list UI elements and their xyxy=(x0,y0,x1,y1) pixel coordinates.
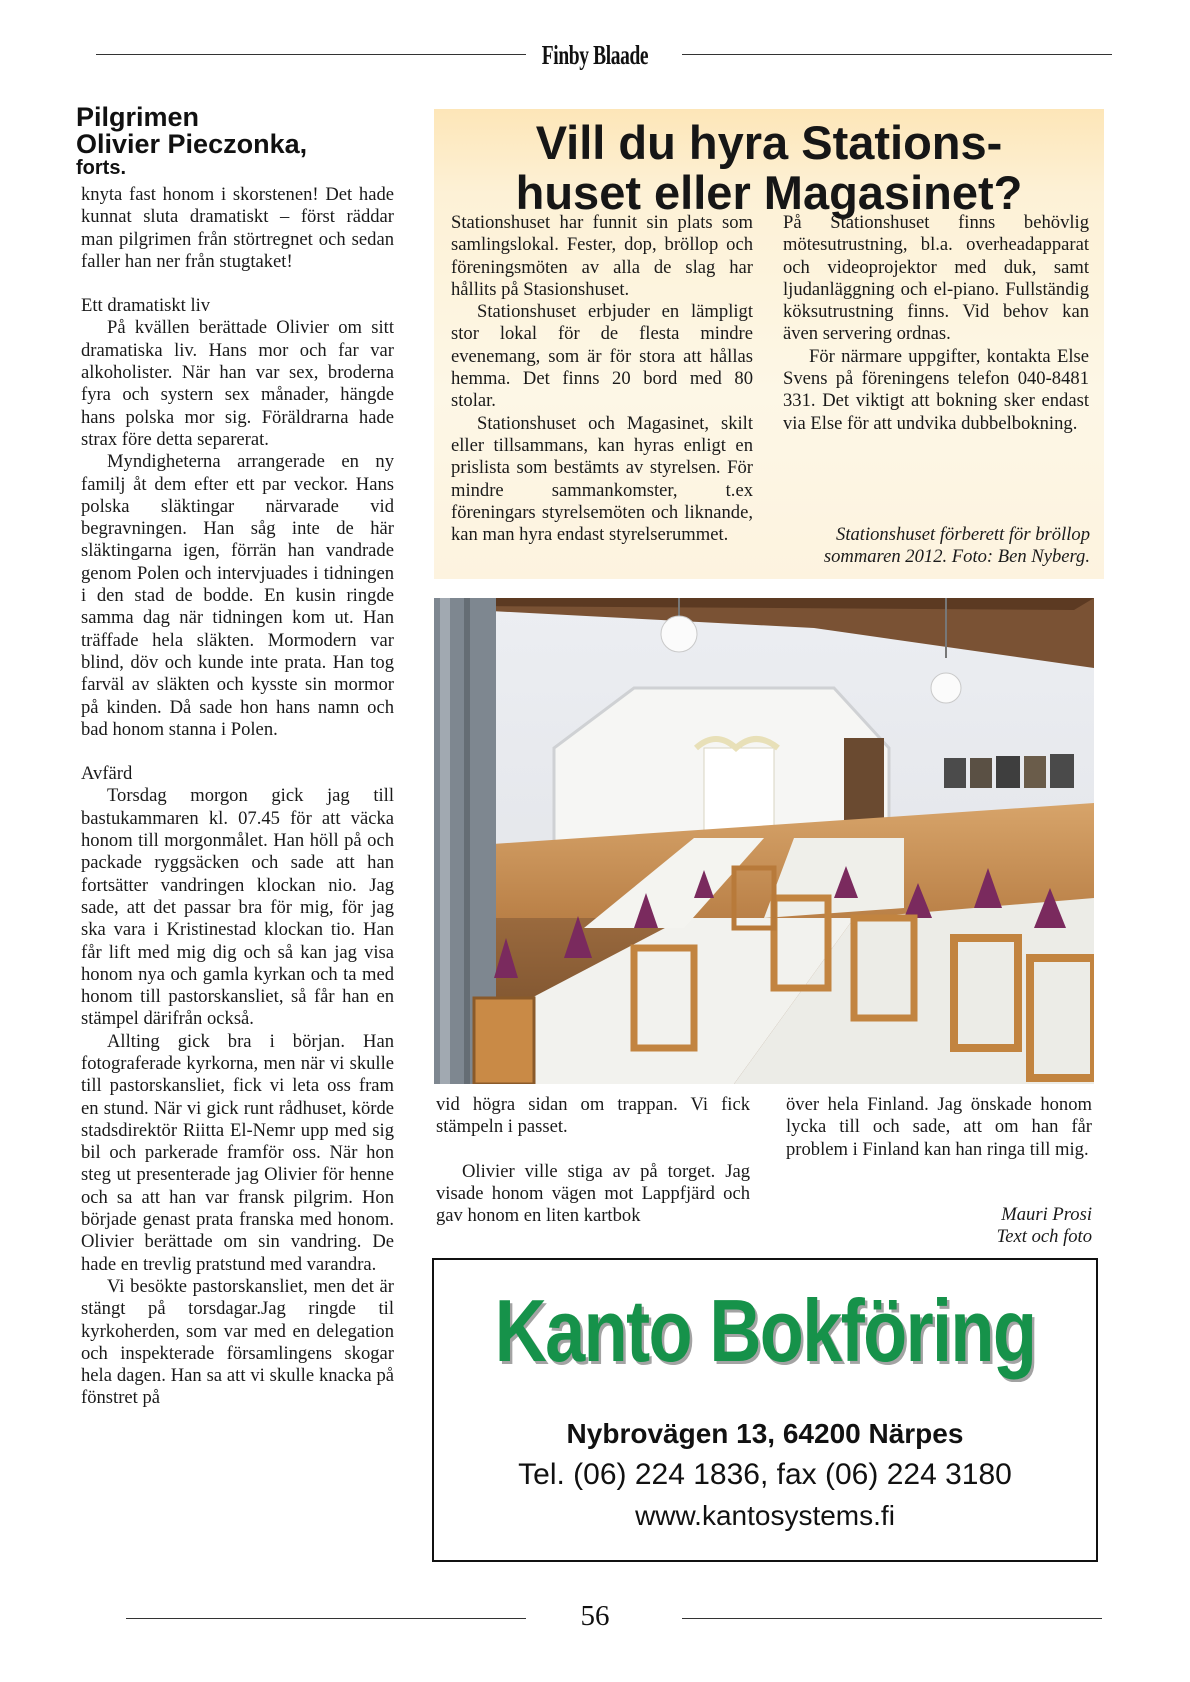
hall-photo-illustration xyxy=(434,598,1094,1084)
box-column-left xyxy=(451,212,753,546)
article-heading xyxy=(76,104,396,178)
author-name: Mauri Prosi xyxy=(1001,1204,1092,1225)
footer-rule-right xyxy=(682,1618,1102,1619)
box-paragraph: Stationshuset och Magasinet, skilt eller tillsammans, kan hyras enligt en prislista som bestämts av styrelsen. För mindre sammankomster, t.ex föreningars styrelsemöten och liknande, kan man hyra endast styrelserummet. xyxy=(451,412,753,546)
header-rule-right xyxy=(682,54,1112,55)
article-title-name: Olivier Pieczonka, xyxy=(76,129,308,159)
article-paragraph: Vi besökte pastorskansliet, men det är stängt på torsdagar.Jag ringde til kyrkoherden, som var med en delegation och inspekterade församlingens skogar hela dagen. Han sa att vi skulle knacka på fönstret på xyxy=(81,1275,394,1409)
article-column-right xyxy=(786,1094,1092,1161)
caption-line: Stationshuset förberett för bröllop xyxy=(836,524,1090,545)
box-title-line: huset eller Magasinet? xyxy=(515,166,1023,219)
banquet-hall-photo xyxy=(434,598,1094,1084)
box-paragraph: Stationshuset har funnit sin plats som samlingslokal. Fester, dop, bröllop och föreningsmöten av alla de slag har hållits på Stasionshuset. xyxy=(451,212,753,300)
ad-website[interactable]: www.kantosystems.fi xyxy=(635,1500,895,1531)
magazine-title: Finby Blaade xyxy=(541,40,649,70)
article-paragraph: vid högra sidan om trappan. Vi fick stämpeln i passet. xyxy=(436,1094,750,1138)
article-paragraph: Allting gick bra i början. Han fotograferade kyrkorna, men när vi skulle till pastorskansliet, fick vi leta oss fram en stund. När vi gick runt rådhuset, körde stadsdirektör Riitta El-Nemr upp med sig bil och parkerade framför oss. När hon steg ut presenterade jag Olivier för henne och sa att han var fransk pilgrim. Hon började genast prata franska med honom. Olivier berättade om sin vandring. De hade en trevlig pratstund med varandra. xyxy=(81,1030,394,1275)
article-paragraph: över hela Finland. Jag önskade honom lycka till och sade, att om han får problem i Finland kan han ringa till mig. xyxy=(786,1094,1092,1160)
box-title xyxy=(434,118,1104,218)
box-paragraph: På Stationshuset finns behövlig mötesutrustning, bl.a. overheadapparat och videoprojektor med duk, samt ljudanläggning och el-piano. Fullständig köksutrustning finns. Vid behov kan även servering ordnas. xyxy=(783,212,1089,345)
article-subheading: Ett dramatiskt liv xyxy=(81,295,211,317)
photo-caption xyxy=(780,524,1090,568)
article-paragraph: knyta fast honom i skorstenen! Det hade kunnat sluta dramatiskt – först räddar man pilgrimen från störtregnet och sedan faller han ner från stugtaket! xyxy=(81,184,394,272)
advertisement xyxy=(432,1258,1098,1562)
article-paragraph: På kvällen berättade Olivier om sitt dramatiska liv. Hans mor och far var alkoholister. När han var sex, broderna fyra och systern sex månader, hängde hans polska mor sig. Föräldrarna hade strax före detta separerat. xyxy=(81,317,394,450)
caption-line: sommaren 2012. Foto: Ben Nyberg. xyxy=(823,546,1090,567)
box-column-right xyxy=(783,212,1089,435)
box-paragraph: För närmare uppgifter, kontakta Else Svens på föreningens telefon 040-8481 331. Det viktigt att bokning sker endast via Else för att undvika dubbelbokning. xyxy=(783,345,1089,434)
article-credit xyxy=(930,1204,1092,1248)
box-paragraph: Stationshuset erbjuder en lämpligt stor lokal för de flesta mindre evenemang, som är för stora att hållas hemma. Det finns 20 bord med 80 stolar. xyxy=(451,301,753,412)
page-number: 56 xyxy=(580,1600,610,1632)
article-title: Pilgrimen xyxy=(76,102,200,132)
article-paragraph: Olivier ville stiga av på torget. Jag visade honom vägen mot Lappfjärd och gav honom en liten kartbok xyxy=(436,1160,750,1227)
ad-phone: Tel. (06) 224 1836, fax (06) 224 3180 xyxy=(518,1458,1012,1491)
ad-company-name: Kanto Bokföring xyxy=(494,1281,1036,1380)
article-subheading: Avfärd xyxy=(81,763,133,785)
article-paragraph: Torsdag morgon gick jag till bastukammaren kl. 07.45 för att väcka honom till morgonmålet. Han höll på och packade ryggsäcken och sade att han fortsätter vandringen klockan nio. Jag sade, att det passar bra för mig, för jag ska vara i Kristinestad klockan tio. Han får lift med mig dig och så kan jag visa honom nya och gamla kyrkan och ta med honom till pastorskansliet, så får han en stämpel därifrån också. xyxy=(81,785,394,1030)
article-paragraph: Myndigheterna arrangerade en ny familj åt dem efter ett par veckor. Hans polska släktingar närvarade vid begravningen. Han såg inte de här släktingarna igen, förrän han vandrade genom Polen och intervjuades i tidningen i den stad de bodde. En kusin ringde samma dag när tidningen kom ut. Han träffade hela släkten. Mormodern var blind, döv och kunde inte prata. Han tog farväl av släkten och kysste sin mormor på kinden. Då sade hon hans namn och bad honom stanna i Polen. xyxy=(81,451,394,740)
article-column-left xyxy=(81,184,394,1410)
box-title-line: Vill du hyra Stations- xyxy=(535,116,1003,169)
ad-address: Nybrovägen 13, 64200 Närpes xyxy=(566,1418,964,1449)
article-continued: forts. xyxy=(76,157,126,179)
article-column-middle xyxy=(436,1094,750,1227)
author-role: Text och foto xyxy=(996,1226,1092,1247)
